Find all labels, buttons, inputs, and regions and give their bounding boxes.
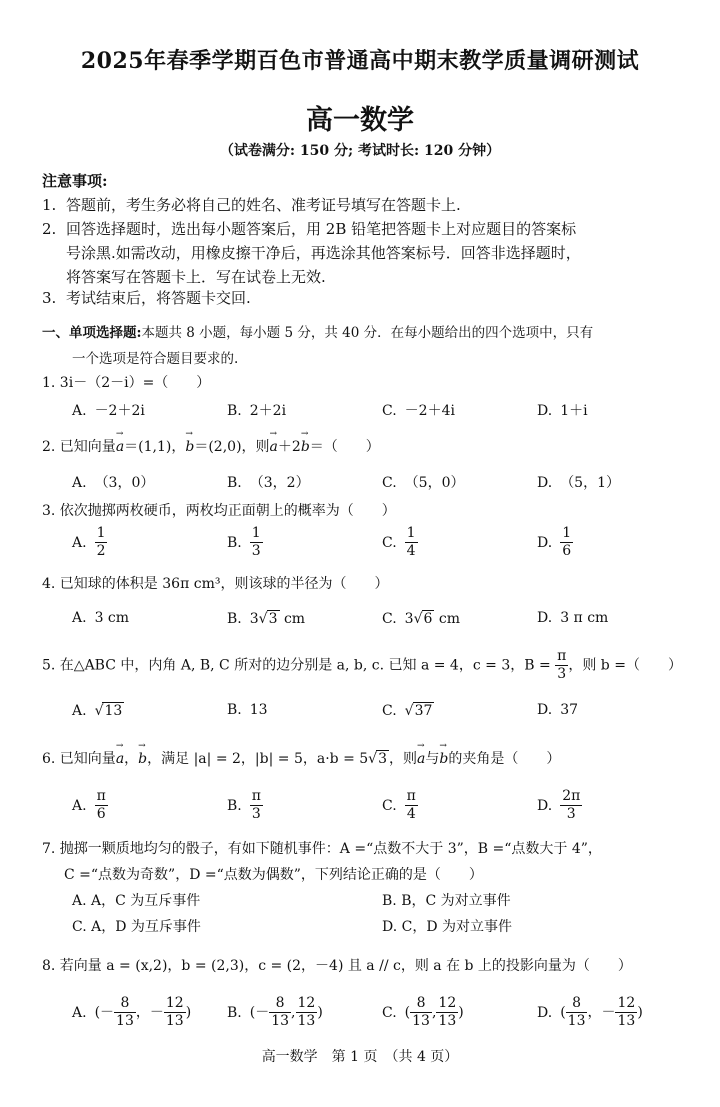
exam-title: 2025年春季学期百色市普通高中期末教学质量调研测试 — [80, 48, 640, 74]
page-footer: 高一数学 第 1 页 （共 4 页） — [261, 1049, 459, 1065]
notice-heading: 注意事项: — [42, 172, 108, 190]
question-8-stem: 8. 若向量 a = (x,2)，b = (2,3)，c = (2，－4) 且 a // c，则 a 在 b 上的投影向量为（ ） — [42, 958, 632, 974]
question-6-stem: 6. 已知向量→ a，→ b，满足 |a| = 2，|b| = 5，a·b = 5√3 ，则→ a与→ b的夹角是（ ） — [42, 748, 692, 768]
notice-item-3: 3. 考试结束后，将答题卡交回. — [42, 289, 251, 307]
question-7-line-1: 7. 抛掷一颗质地均匀的骰子，有如下随机事件：A =“点数不大于 3”，B =“点数大于 4”， — [42, 841, 602, 857]
question-5-stem: 5. 在△ABC 中，内角 A, B, C 所对的边分别是 a, b, c. 已知 a = 4，c = 3，B = $\frac{\pi}{3}$ ，则 b =（ ） — [42, 648, 682, 682]
question-7-line-2: C =“点数为奇数”，D =“点数为偶数”，下列结论正确的是（ ） — [64, 867, 483, 883]
exam-page: 2025年春季学期百色市普通高中期末教学质量调研测试 高一数学 （试卷满分: 150 分; 考试时长: 120 分钟） 注意事项: 1. 答题前，考生务必将自己的姓名、准考证号填写在答题卡上. 2. 回答选择题时，选出每小题答案后，用 2B 铅笔把答题卡上对应题目的答案标 号涂黑.如需改动，用橡皮擦干净后，再选涂其他答案标号．回答非选择题时， 将答案写在答题卡上．写在试卷上无效. 3. 考试结束后，将答题卡交回. 一、单项选择题:本题共 8 小题，每小题 5 分，共 40 分．在每小题给出的四个选项中，只有 一个选项是符合题目要求的. 1. 3i－（2－i）=（ ） A. －2＋2i B. 2＋2i C. －2＋4i D. 1＋i 2. 已知向量→ a＝(1,1)，→ b＝(2,0)，则→ a＋2→ b＝（ ） A. （3，0） B. （3，2） C. （5，0） D. （5，1） 3. 依次抛掷两枚硬币，两枚均正面朝上的概率为（ ） A. $\frac{1}{2}$ B. $\frac{1}{3}$ C. $\frac{1}{4}$ D. $\frac{1}{6}$ 4. 已知球的体积是 36π cm³，则该球的半径为（ ） A. 3 cm B. 3√3 cm C. 3√6 cm D. 3 π cm 5. 在△ABC 中，内角 A, B, C 所对的边分别是 a, b, c. 已知 a = 4，c = 3，B = $\frac{\pi}{3}$ ，则 b =（ ） A. √13 B. 13 C. √37 D. 37 6. 已知向量→ a，→ b，满足 |a| = 2，|b| = 5，a·b = 5√3 ，则→ a与→ b的夹角是（ ） A. $\frac{\pi}{6}$ B. $\frac{\pi}{3}$ C. $\frac{\pi}{4}$ D. $\frac{2\pi}{3}$ 7. 抛掷一颗质地均匀的骰子，有如下随机事件：A =“点数不大于 3”，B =“点数大于 4”， C =“点数为奇数”，D =“点数为偶数”，下列结论正确的是（ ） A. A，C 为互斥事件 B. B，C 为对立事件 C. A，D 为互斥事件 D. C，D 为对立事件 8. 若向量 a = (x,2)，b = (2,3)，c = (2，－4) 且 a // c，则 a 在 b 上的投影向量为（ ） A. (－ $\frac{8}{13}$ ，－ $\frac{12}{13}$ ) B. (－ $\frac{8}{13}$ , $\frac{12}{13}$ ) C. ( $\frac{8}{13}$ , $\frac{12}{13}$ ) D. ( $\frac{8}{13}$ ，－ $\frac{12}{13}$ ) 高一数学 第 1 页 （共 4 页） — [0, 0, 720, 1107]
notice-item-1: 1. 答题前，考生务必将自己的姓名、准考证号填写在答题卡上. — [42, 196, 461, 214]
exam-meta: （试卷满分: 150 分; 考试时长: 120 分钟） — [219, 143, 501, 159]
subject-title: 高一数学 — [306, 105, 414, 136]
question-1-stem: 1. 3i－（2－i）=（ ） — [42, 375, 211, 391]
notice-item-2: 2. 回答选择题时，选出每小题答案后，用 2B 铅笔把答题卡上对应题目的答案标 号涂黑.如需改动，用橡皮擦干净后，再选涂其他答案标号．回答非选择题时， 将答案写在答题卡上．写在试卷上无效. — [42, 220, 581, 286]
section-heading: 一、单项选择题:本题共 8 小题，每小题 5 分，共 40 分．在每小题给出的四个选项中，只有 一个选项是符合题目要求的. — [42, 325, 594, 367]
question-3-stem: 3. 依次抛掷两枚硬币，两枚均正面朝上的概率为（ ） — [42, 503, 396, 519]
question-4-stem: 4. 已知球的体积是 36π cm³，则该球的半径为（ ） — [42, 576, 389, 592]
question-2-stem: 2. 已知向量→ a＝(1,1)，→ b＝(2,0)，则→ a＋2→ b＝（ ） — [42, 436, 692, 456]
